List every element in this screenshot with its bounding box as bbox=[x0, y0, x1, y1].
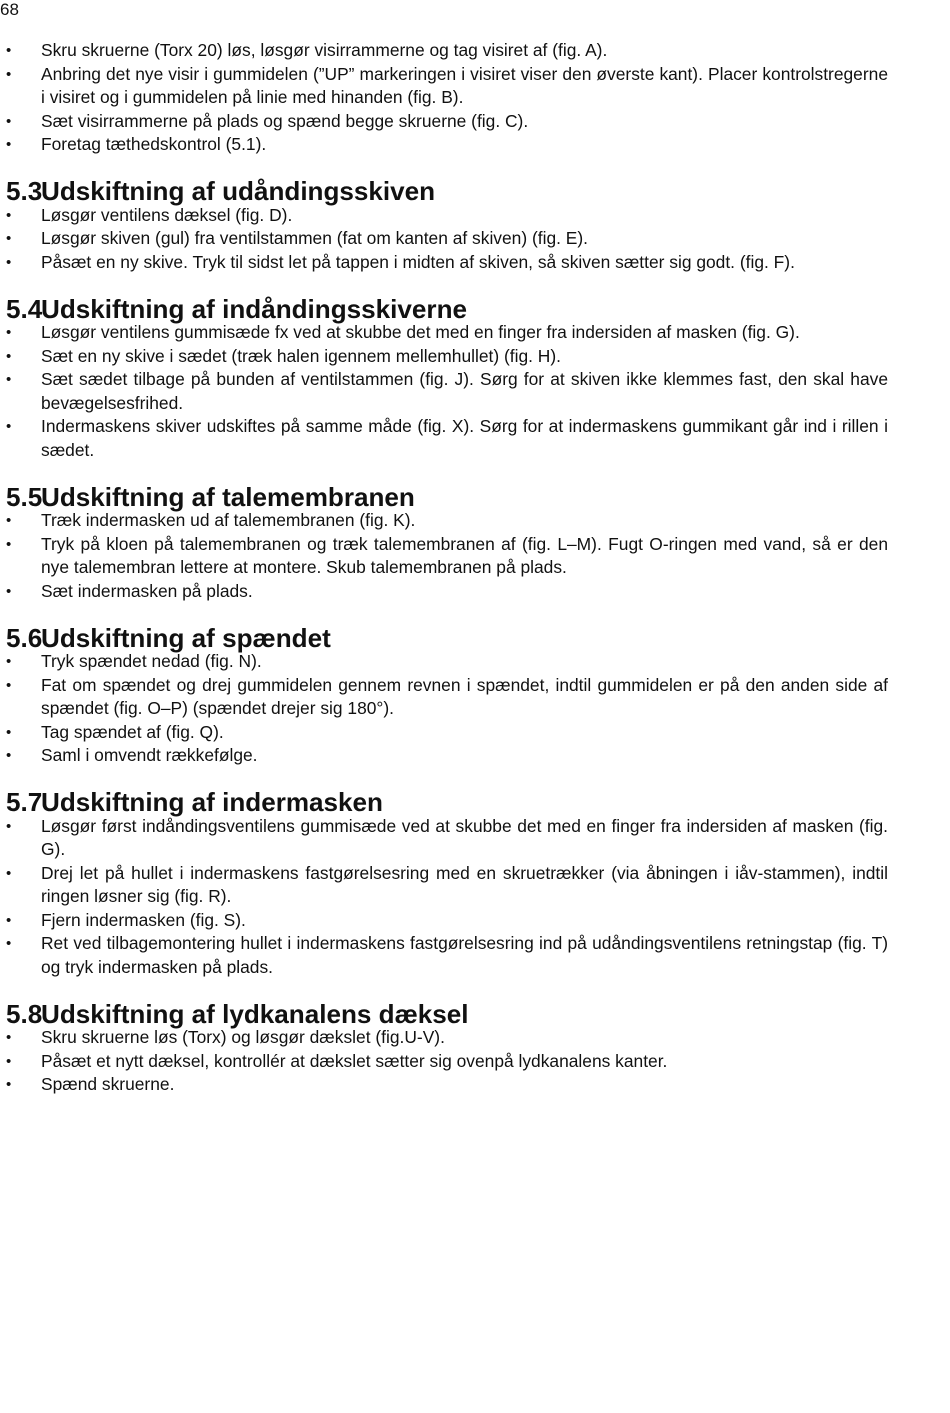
list-item: • Løsgør skiven (gul) fra ventilstammen (fat om kanten af skiven) (fig. E). bbox=[6, 227, 888, 251]
list-item: • Foretag tæthedskontrol (5.1). bbox=[6, 133, 888, 157]
list-item: • Træk indermasken ud af talemembranen (fig. K). bbox=[6, 509, 888, 533]
intro-list bbox=[6, 39, 888, 157]
section-list bbox=[6, 815, 888, 980]
section-number: 5.7 bbox=[6, 787, 43, 817]
section-title: Udskiftning af spændet bbox=[41, 622, 331, 653]
section-heading bbox=[6, 176, 888, 206]
list-item: • Drej let på hullet i indermaskens fastgørelsesring med en skruetrækker (via åbningen i iåv-stammen), indtil ringen løsner sig (fig. R). bbox=[6, 862, 888, 909]
section-number: 5.5 bbox=[6, 481, 43, 512]
list-item: • Påsæt en ny skive. Tryk til sidst let på tappen i midten af skiven, så skiven sætter sig godt. (fig. F). bbox=[6, 251, 888, 275]
section-heading bbox=[6, 622, 888, 653]
list-item: • Spænd skruerne. bbox=[6, 1073, 888, 1097]
list-item: • Fjern indermasken (fig. S). bbox=[6, 909, 888, 933]
section-title: Udskiftning af indermasken bbox=[41, 787, 383, 817]
section-5-3 bbox=[6, 176, 888, 274]
page-number: 68 bbox=[0, 0, 19, 19]
section-list bbox=[6, 650, 888, 768]
section-5-7 bbox=[6, 787, 888, 979]
list-item: • Løsgør ventilens dæksel (fig. D). bbox=[6, 204, 888, 228]
list-item: • Sæt visirrammerne på plads og spænd begge skruerne (fig. C). bbox=[6, 110, 888, 134]
list-item: • Sæt sædet tilbage på bunden af ventilstammen (fig. J). Sørg for at skiven ikke klemmes fast, den skal have bevægelsesfrihed. bbox=[6, 368, 888, 415]
section-number: 5.6 bbox=[6, 622, 43, 653]
section-number: 5.8 bbox=[6, 998, 43, 1029]
section-heading bbox=[6, 481, 888, 512]
section-title: Udskiftning af lydkanalens dæksel bbox=[41, 998, 469, 1029]
list-item: • Indermaskens skiver udskiftes på samme måde (fig. X). Sørg for at indermaskens gummikant går ind i rillen i sædet. bbox=[6, 415, 888, 462]
section-title: Udskiftning af udåndingsskiven bbox=[41, 176, 436, 206]
section-heading bbox=[6, 998, 888, 1029]
list-item: • Tag spændet af (fig. Q). bbox=[6, 721, 888, 745]
list-item: • Løsgør ventilens gummisæde fx ved at skubbe det med en finger fra indersiden af masken (fig. G). bbox=[6, 321, 888, 345]
section-5-5 bbox=[6, 481, 888, 604]
section-number: 5.4 bbox=[6, 293, 43, 324]
section-number: 5.3 bbox=[6, 176, 43, 206]
list-item: • Saml i omvendt rækkefølge. bbox=[6, 744, 888, 768]
section-heading bbox=[6, 787, 888, 817]
section-title: Udskiftning af indåndingsskiverne bbox=[41, 293, 468, 324]
list-item: • Påsæt et nytt dæksel, kontrollér at dækslet sætter sig ovenpå lydkanalens kanter. bbox=[6, 1050, 888, 1074]
list-item: • Løsgør først indåndingsventilens gummisæde ved at skubbe det med en finger fra indersiden af masken (fig. G). bbox=[6, 815, 888, 862]
document-body bbox=[6, 39, 888, 1097]
list-item: • Tryk spændet nedad (fig. N). bbox=[6, 650, 888, 674]
section-list bbox=[6, 509, 888, 603]
section-list bbox=[6, 204, 888, 275]
section-5-6 bbox=[6, 622, 888, 768]
list-item: • Skru skruerne løs (Torx) og løsgør dækslet (fig.U-V). bbox=[6, 1026, 888, 1050]
section-list bbox=[6, 1026, 888, 1097]
list-item: • Sæt indermasken på plads. bbox=[6, 580, 888, 604]
list-item: • Sæt en ny skive i sædet (træk halen igennem mellemhullet) (fig. H). bbox=[6, 345, 888, 369]
list-item: • Anbring det nye visir i gummidelen (”UP” markeringen i visiret viser den øverste kant). Placer kontrolstregerne i visiret og i gummidelen på linie med hinanden (fig. B). bbox=[6, 63, 888, 110]
section-title: Udskiftning af talemembranen bbox=[41, 481, 415, 512]
list-item: • Fat om spændet og drej gummidelen gennem revnen i spændet, indtil gummidelen er på den anden side af spændet (fig. O–P) (spændet drejer sig 180°). bbox=[6, 674, 888, 721]
list-item: • Skru skruerne (Torx 20) løs, løsgør visirrammerne og tag visiret af (fig. A). bbox=[6, 39, 888, 63]
section-heading bbox=[6, 293, 888, 324]
list-item: • Ret ved tilbagemontering hullet i indermaskens fastgørelsesring ind på udåndingsventilens retningstap (fig. T) og tryk indermasken på plads. bbox=[6, 932, 888, 979]
section-5-4 bbox=[6, 293, 888, 463]
section-list bbox=[6, 321, 888, 462]
list-item: • Tryk på kloen på talemembranen og træk talemembranen af (fig. L–M). Fugt O-ringen med vand, så er den nye talemembran lettere at montere. Skub talemembranen på plads. bbox=[6, 533, 888, 580]
section-5-8 bbox=[6, 998, 888, 1097]
